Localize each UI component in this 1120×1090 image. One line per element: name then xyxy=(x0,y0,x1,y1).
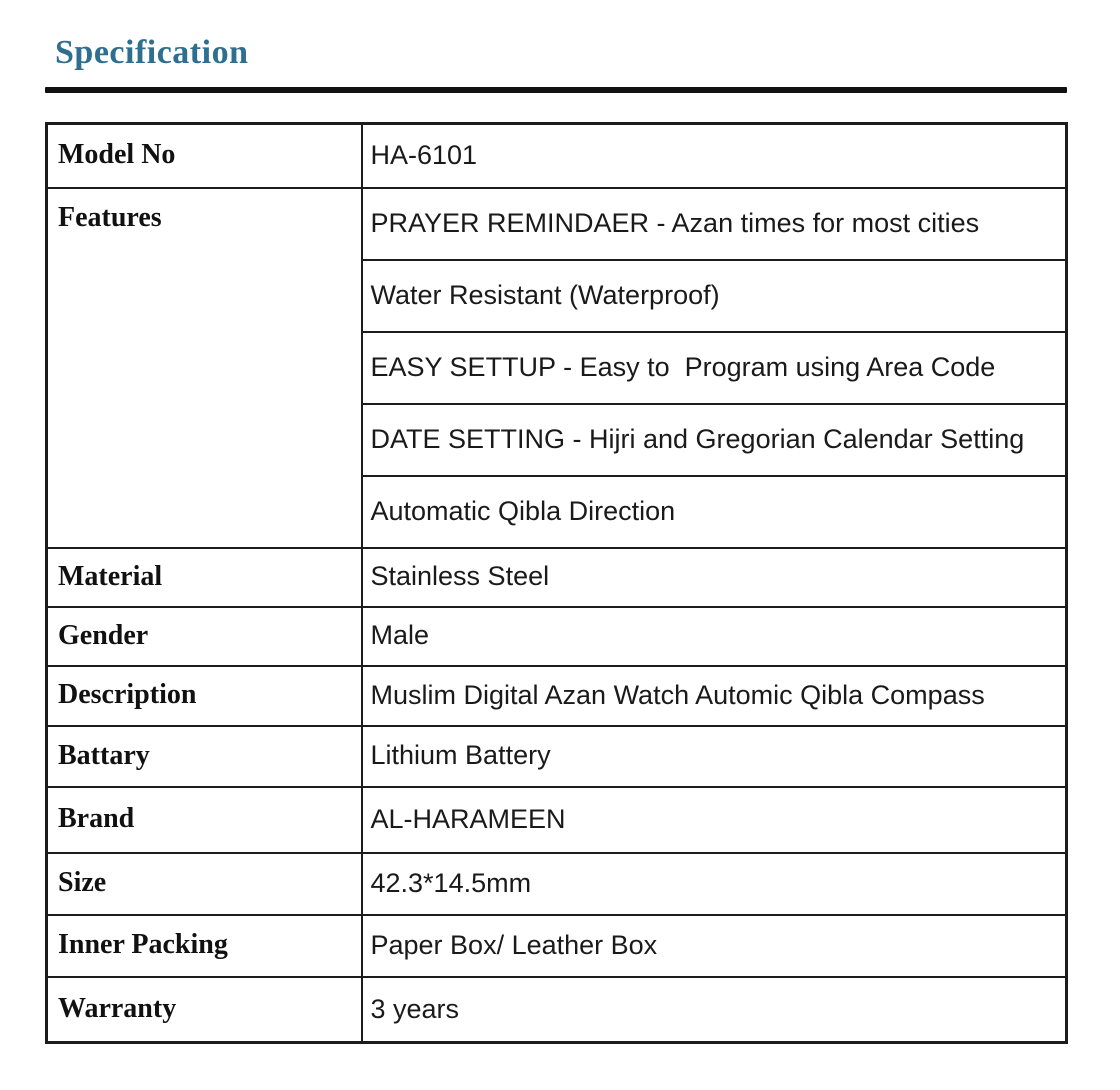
spec-label: Warranty xyxy=(47,977,362,1043)
title-divider xyxy=(45,87,1067,93)
spec-value: HA-6101 xyxy=(362,124,1067,188)
spec-label: Material xyxy=(47,548,362,607)
spec-value: 3 years xyxy=(362,977,1067,1043)
spec-label: Gender xyxy=(47,607,362,666)
table-row xyxy=(47,548,1067,607)
spec-value: Water Resistant (Waterproof) xyxy=(362,260,1067,332)
spec-label: Inner Packing xyxy=(47,915,362,977)
table-row xyxy=(47,977,1067,1043)
spec-value: PRAYER REMINDAER - Azan times for most cities xyxy=(362,188,1067,260)
spec-value: Paper Box/ Leather Box xyxy=(362,915,1067,977)
table-row xyxy=(47,787,1067,853)
table-row xyxy=(47,666,1067,726)
spec-value: AL-HARAMEEN xyxy=(362,787,1067,853)
spec-label: Battary xyxy=(47,726,362,787)
spec-value: Stainless Steel xyxy=(362,548,1067,607)
spec-value: Lithium Battery xyxy=(362,726,1067,787)
table-row xyxy=(47,607,1067,666)
page-title: Specification xyxy=(55,34,249,71)
spec-label: Brand xyxy=(47,787,362,853)
spec-value: Male xyxy=(362,607,1067,666)
table-row xyxy=(47,124,1067,188)
spec-value: DATE SETTING - Hijri and Gregorian Calendar Setting xyxy=(362,404,1067,476)
spec-label: Features xyxy=(47,188,362,548)
spec-label: Model No xyxy=(47,124,362,188)
table-row xyxy=(47,915,1067,977)
spec-value: EASY SETTUP - Easy to Program using Area Code xyxy=(362,332,1067,404)
spec-label: Size xyxy=(47,853,362,915)
table-row xyxy=(47,726,1067,787)
spec-table-body xyxy=(47,124,1067,1043)
spec-table xyxy=(45,122,1068,1044)
spec-value: Automatic Qibla Direction xyxy=(362,476,1067,548)
spec-value: Muslim Digital Azan Watch Automic Qibla Compass xyxy=(362,666,1067,726)
table-row xyxy=(47,188,1067,260)
table-row xyxy=(47,853,1067,915)
spec-label: Description xyxy=(47,666,362,726)
spec-value: 42.3*14.5mm xyxy=(362,853,1067,915)
